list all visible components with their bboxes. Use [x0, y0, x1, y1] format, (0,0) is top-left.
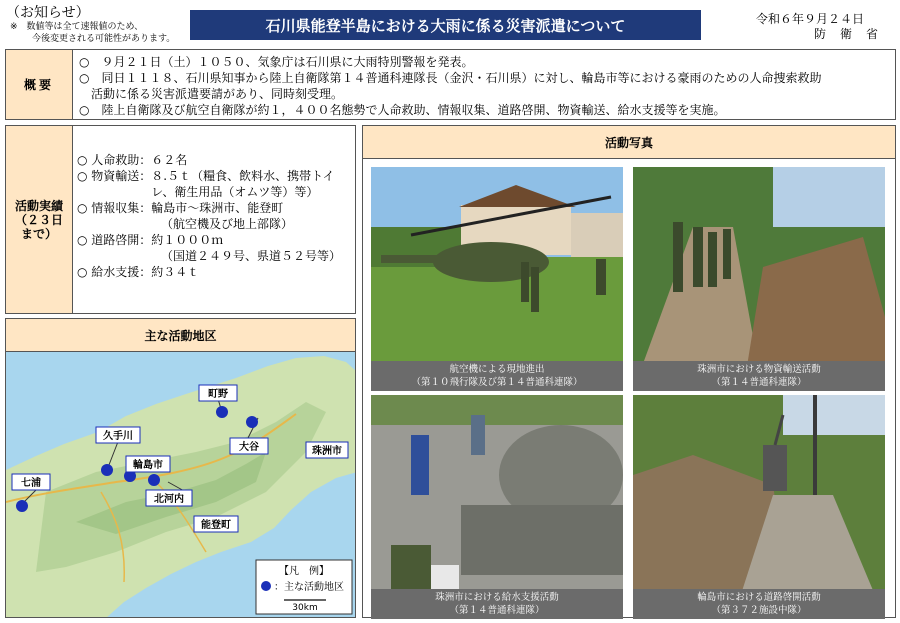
activity-value: ６２名: [151, 153, 188, 167]
activities-label: [5, 125, 73, 314]
activity-row: [77, 248, 351, 264]
photo-caption: [633, 589, 885, 619]
overview-line: ○ 同日１１１８、石川県知事から陸上自衛隊第１４普通科連隊長（金沢・石川県）に対し、輪島市等における豪雨のための人命捜索救助: [79, 71, 822, 85]
activities-body: [73, 125, 356, 314]
caption-line-1: 珠洲市における物資輸送活動: [697, 364, 821, 375]
photo-caption: [371, 589, 623, 619]
photo-road-clearing: [633, 395, 885, 619]
caption-line-1: 輪島市における道路啓開活動: [697, 592, 821, 603]
place-label-suzu: 珠洲市: [312, 446, 342, 457]
activity-row: [77, 232, 351, 248]
activity-marker: [101, 464, 113, 476]
place-label-noto: 能登町: [201, 520, 231, 531]
legend-title: 【凡 例】: [279, 566, 329, 577]
activities-label-line-2: （２３日: [14, 212, 63, 227]
activity-map: [5, 352, 356, 618]
activity-value: 約１０００ｍ: [151, 233, 224, 247]
activity-key: ○ 給水支援：: [77, 265, 152, 279]
caption-line-2: （第３７２施設中隊）: [711, 605, 807, 616]
caption-line-2: （第１０飛行隊及び第１４普通科連隊）: [411, 377, 583, 388]
activity-key: ○ 人命救助：: [77, 153, 152, 167]
overview-label: 概要: [5, 49, 73, 120]
photo-caption: [371, 361, 623, 391]
activity-value: 約３４ｔ: [151, 265, 200, 279]
map-illustration: [6, 352, 356, 618]
activity-row: [77, 152, 351, 168]
activity-value: ８.５ｔ（糧食、飲料水、携帯トイレ、衛生用品（オムツ等）等）: [151, 169, 335, 199]
caption-line-2: （第１４普通科連隊）: [711, 377, 807, 388]
helicopter-image: [371, 167, 623, 391]
photo-caption: [633, 361, 885, 391]
activity-marker: [246, 416, 258, 428]
photo-water-supply: [371, 395, 623, 619]
organization: 防衛省: [813, 27, 892, 41]
activity-marker: [216, 406, 228, 418]
place-label-kutegawa: 久手川: [103, 431, 133, 442]
activity-marker: [148, 474, 160, 486]
activity-row: [77, 264, 351, 280]
scale-label: 30km: [292, 603, 318, 613]
place-label-otani: 大谷: [239, 442, 259, 453]
road-clearing-image: [633, 395, 885, 619]
overview-line: ○ ９月２１日（土）１０５０、気象庁は石川県に大雨特別警報を発表。: [79, 55, 474, 69]
place-label-wajima: 輪島市: [133, 460, 163, 471]
overview-line: 活動に係る災害派遣要請があり、同時刻受理。: [79, 87, 344, 101]
activity-value: （国道２４９号、県道５２号等）: [161, 249, 342, 263]
activity-key: ○ 情報収集：: [77, 201, 152, 215]
supply-transport-image: [633, 167, 885, 391]
photos-title: 活動写真: [362, 125, 896, 159]
legend-marker: [261, 581, 271, 591]
place-label-nanaura: 七浦: [21, 478, 41, 489]
caption-line-1: 航空機による現地進出: [449, 364, 545, 375]
activity-key: ○ 道路啓開：: [77, 233, 152, 247]
water-supply-image: [371, 395, 623, 619]
activity-key: ○ 物資輸送：: [77, 169, 152, 183]
notice-label: （お知らせ）: [6, 5, 90, 21]
activity-marker: [16, 500, 28, 512]
photo-helicopter: [371, 167, 623, 391]
activities-label-line-3: まで）: [20, 226, 57, 241]
activity-value: （航空機及び地上部隊）: [161, 217, 294, 231]
place-label-machino: 町野: [208, 389, 228, 400]
overview-body: [73, 49, 896, 120]
disclaimer: [10, 21, 175, 45]
overview-line: ○ 陸上自衛隊及び航空自衛隊が約１，４００名態勢で人命救助、情報収集、道路啓開、物資輸送、給水支援等を実施。: [79, 103, 726, 117]
date-block: [756, 12, 892, 42]
activity-row: [77, 168, 351, 200]
activities-label-line-1: 活動実績: [14, 198, 63, 213]
activity-value: 輪島市～珠洲市、能登町: [151, 201, 284, 215]
disclaimer-line-1: ※ 数値等は全て速報値のため、: [10, 22, 144, 32]
caption-line-1: 珠洲市における給水支援活動: [435, 592, 559, 603]
place-label-kitagawachi: 北河内: [154, 494, 184, 505]
activity-row: [77, 216, 351, 232]
caption-line-2: （第１４普通科連隊）: [449, 605, 545, 616]
release-date: 令和６年９月２４日: [756, 12, 865, 26]
page-title: 石川県能登半島における大雨に係る災害派遣について: [190, 10, 701, 40]
disclaimer-line-2: 今後変更される可能性があります。: [32, 34, 176, 44]
photo-supply-transport: [633, 167, 885, 391]
map-title: 主な活動地区: [5, 318, 356, 352]
photo-grid: [362, 159, 896, 618]
activity-row: [77, 200, 351, 216]
legend-item: ：主な活動地区: [274, 582, 344, 593]
